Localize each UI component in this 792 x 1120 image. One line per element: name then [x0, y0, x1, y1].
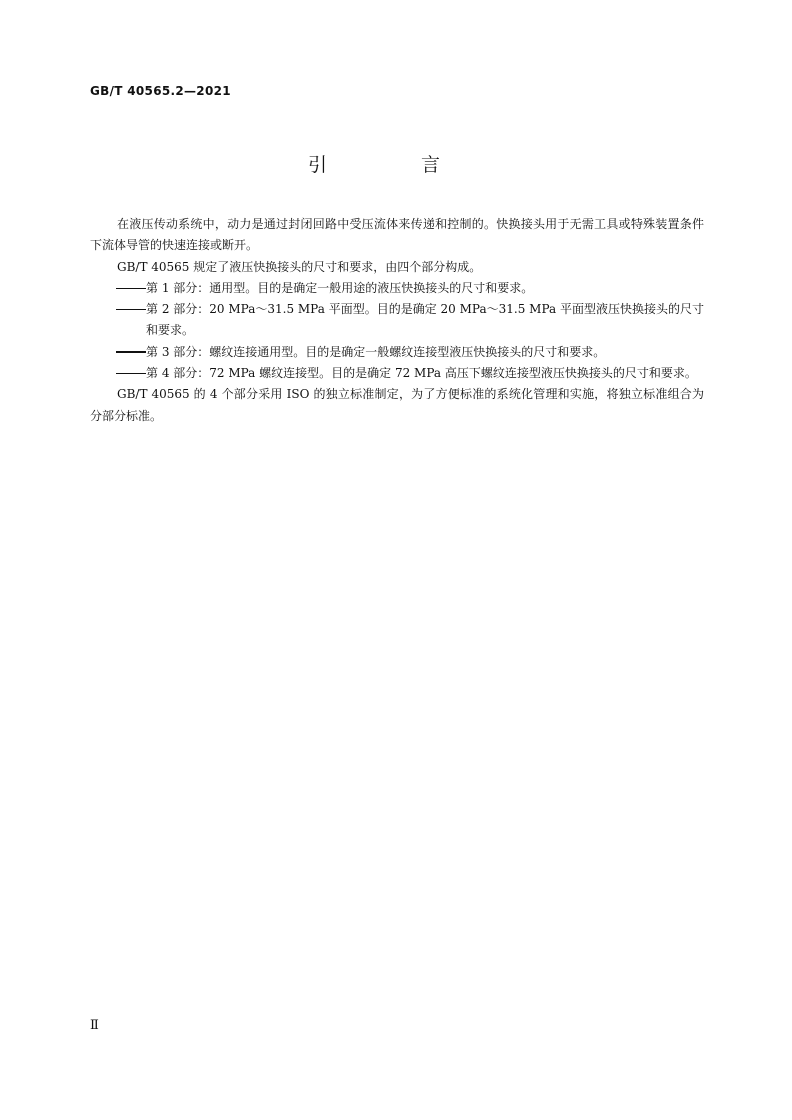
- em-dash-icon: [116, 373, 146, 375]
- list-item-part-3: [90, 342, 704, 363]
- em-dash-icon: [116, 288, 146, 290]
- section-title: 引 言: [307, 154, 485, 176]
- introduction-body: [90, 214, 704, 427]
- list-item-part-1: [90, 278, 704, 299]
- list-item-part-2: [90, 299, 704, 342]
- document-code-header: GB/T 40565.2—2021: [90, 84, 231, 98]
- list-item-text: 第 4 部分：72 MPa 螺纹连接型。目的是确定 72 MPa 高压下螺纹连接型液压快换接头的尺寸和要求。: [146, 366, 697, 381]
- list-item-text: 第 2 部分：20 MPa～31.5 MPa 平面型。目的是确定 20 MPa～31.5 MPa 平面型液压快换接头的尺寸和要求。: [146, 302, 704, 338]
- closing-paragraph: GB/T 40565 的 4 个部分采用 ISO 的独立标准制定，为了方便标准的系统化管理和实施，将独立标准组合为分部分标准。: [90, 387, 704, 423]
- em-dash-icon: [116, 351, 146, 353]
- list-item-part-4: [90, 363, 704, 384]
- list-item-text: 第 3 部分：螺纹连接通用型。目的是确定一般螺纹连接型液压快换接头的尺寸和要求。: [146, 344, 606, 359]
- paragraph-1: 在液压传动系统中，动力是通过封闭回路中受压流体来传递和控制的。快换接头用于无需工具或特殊装置条件下流体导管的快速连接或断开。: [90, 217, 704, 253]
- list-item-text: 第 1 部分：通用型。目的是确定一般用途的液压快换接头的尺寸和要求。: [146, 280, 534, 295]
- em-dash-icon: [116, 309, 146, 311]
- page-number: Ⅱ: [90, 1018, 99, 1033]
- paragraph-2: GB/T 40565 规定了液压快换接头的尺寸和要求，由四个部分构成。: [117, 259, 482, 274]
